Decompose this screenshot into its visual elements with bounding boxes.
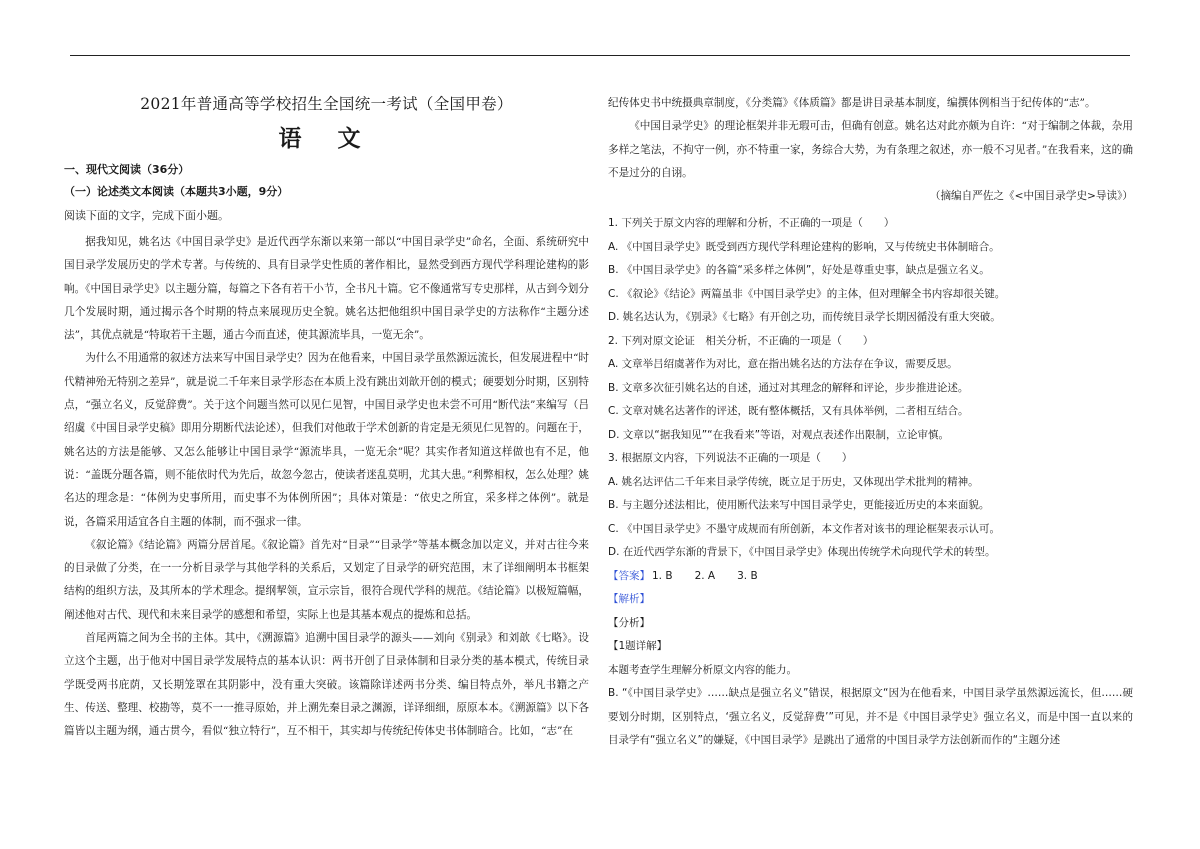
passage-paragraph: 为什么不用通常的叙述方法来写中国目录学史？因为在他看来，中国目录学虽然源远流长，但发展进程中“时代精神殆无特别之差异”，就是说二千年来目录学形态在本质上没有跳出刘歆开创的模式；硬要划分时期，区别特点，“强立名义，反觉辞费”。关于这个问题当然可以见仁见智，中国目录学史也未尝不可用“断代法”来编写（吕绍虞《中国目录学史稿》即用分期断代法论述），但我们对他敢于学术创新的肯定是无须见仁见智的。问题在于，姚名达的方法是能够、又怎么能够让中国目录学“源流毕具，一览无余”呢？其实作者知道这样做也有不足，他说：“盖既分题各篇，则不能依时代为先后，故忽今忽古，使读者迷乱莫明，尤其大患。”利弊相权，怎么处理？姚名达的理念是：“体例为史事所用，而史事不为体例所困”；具体对策是：“依史之所宜，采多样之体例”。就是说，各篇采用适宜各自主题的体制，而不强求一律。	[64, 352, 589, 528]
question-stem: 1. 下列关于原文内容的理解和分析，不正确的一项是（ ）	[608, 217, 895, 230]
fenxi-label: 【分析】	[608, 616, 650, 629]
question-stem: 2. 下列对原文论证 相关分析，不正确的一项是（ ）	[608, 334, 874, 347]
passage-paragraph: 据我知见，姚名达《中国目录学史》是近代西学东渐以来第一部以“中国目录学史”命名，全面、系统研究中国目录学发展历史的学术专著。与传统的、具有目录学史性质的著作相比，显然受到西方现代学科理论建构的影响。《中国目录学史》以主题分篇，每篇之下各有若干小节，全书凡十篇。它不像通常写专史那样，从古到今划分几个发展时期，通过揭示各个时期的特点来展现历史全貌。姚名达把他组织中国目录学史的方法称作“主题分述法”，其优点就是“特取若干主题，通古今而直述，使其源流毕具，一览无余”。	[64, 236, 589, 342]
question-option: A. 文章举吕绍虞著作为对比，意在指出姚名达的方法存在争议，需要反思。	[608, 358, 958, 371]
detail-label: 【1题详解】	[608, 640, 668, 653]
question-option: C. 《中国目录学史》不墨守成规而有所创新，本文作者对该书的理论框架表示认可。	[608, 522, 1001, 535]
analysis-label: 【解析】	[608, 593, 650, 606]
instruction: 阅读下面的文字，完成下面小题。	[64, 209, 229, 222]
right-column	[608, 92, 1133, 753]
header-rule	[70, 55, 1130, 56]
subject-title: 语 文	[278, 126, 375, 152]
passage-paragraph: 《叙论篇》《结论篇》两篇分居首尾。《叙论篇》首先对“目录”“目录学”等基本概念加以定义，并对古往今来的目录做了分类，在一一分析目录学与其他学科的关系后，又划定了目录学的研究范围，末了详细阐明本书框架结构的组织方法，及其所本的学术理念。提纲挈领，宣示宗旨，很符合现代学科的规范。《结论篇》以极短篇幅，阐述他对古代、现代和未来目录学的感想和希望，实际上也是其基本观点的提炼和总括。	[64, 538, 589, 621]
source-citation: （摘编自严佐之《<中国目录学史>导读》）	[929, 190, 1133, 203]
detail-intro: 本题考查学生理解分析原文内容的能力。	[608, 663, 797, 676]
passage-paragraph: 首尾两篇之间为全书的主体。其中，《溯源篇》追溯中国目录学的源头——刘向《别录》和刘歆《七略》。设立这个主题，出于他对中国目录学发展特点的基本认识：两书开创了目录体制和目录分类的基本模式，传统目录学既受两书庇荫，又长期笼罩在其阴影中，没有重大突破。该篇除详述两书分类、编目特点外，举凡书籍之产生、传送、整理、校勘等，莫不一一推寻原始，并上溯先秦目录之渊源，详译细细，原原本本。《溯源篇》以下各篇皆以主题为纲，通古贯今，看似“独立特行”，互不相干，其实却与传统纪传体史书体制暗合。比如，“志”在	[64, 632, 589, 738]
question-option: B. 文章多次征引姚名达的自述，通过对其理念的解释和评论，步步推进论述。	[608, 381, 969, 394]
left-column	[64, 92, 589, 744]
passage-paragraph: 《中国目录学史》的理论框架并非无瑕可击，但确有创意。姚名达对此亦颇为自许：“对于编制之体裁，杂用多样之笔法，不拘守一例，亦不特重一家，务综合大势，为有条理之叙述，亦一般不习见者。”在我看来，这的确不是过分的自诩。	[608, 120, 1133, 179]
question-option: A. 《中国目录学史》既受到西方现代学科理论建构的影响，又与传统史书体制暗合。	[608, 240, 1000, 253]
question-option: B. 与主题分述法相比，使用断代法来写中国目录学史，更能接近历史的本来面貌。	[608, 499, 990, 512]
question-option: B. 《中国目录学史》的各篇“采多样之体例”，好处是尊重史事，缺点是强立名义。	[608, 264, 990, 277]
question-option: D. 在近代西学东渐的背景下，《中国目录学史》体现出传统学术向现代学术的转型。	[608, 546, 996, 559]
passage-paragraph: 纪传体史书中统摄典章制度，《分类篇》《体质篇》都是讲目录基本制度，编撰体例相当于纪传体的“志”。	[608, 97, 1096, 109]
question-stem: 3. 根据原文内容，下列说法不正确的一项是（ ）	[608, 452, 853, 465]
question-option: C. 《叙论》《结论》两篇虽非《中国目录学史》的主体，但对理解全书内容却很关键。	[608, 287, 1006, 300]
answer-1: 1. B	[652, 569, 673, 582]
question-option: A. 姚名达评估二千年来目录学传统，既立足于历史，又体现出学术批判的精神。	[608, 475, 979, 488]
question-option: D. 姚名达认为，《别录》《七略》有开创之功，而传统目录学长期因循没有重大突破。	[608, 311, 1001, 324]
section-heading: 一、现代文阅读（36分）	[64, 163, 190, 176]
answer-3: 3. B	[737, 569, 758, 582]
answer-2: 2. A	[694, 569, 716, 582]
exam-title: 2021年普通高等学校招生全国统一考试（全国甲卷）	[140, 95, 513, 113]
question-option: C. 文章对姚名达著作的评述，既有整体概括，又有具体举例，二者相互结合。	[608, 405, 969, 418]
detail-text: B. “《中国目录学史》……缺点是强立名义”错误，根据原文“因为在他看来，中国目录学虽然源远流长，但……硬要划分时期，区别特点，‘强立名义，反觉辞费’”可见，并不是《中国目录学史》强立名义，而是中国一直以来的目录学有“强立名义”的嫌疑，《中国目录学》是跳出了通常的中国目录学方法创新而作的“主题分述	[608, 687, 1133, 747]
answer-line	[608, 565, 1133, 589]
question-option: D. 文章以“据我知见”“在我看来”等语，对观点表述作出限制，立论审慎。	[608, 428, 950, 441]
answer-label: 【答案】	[608, 569, 650, 582]
subsection-heading: （一）论述类文本阅读（本题共3小题，9分）	[64, 185, 289, 198]
